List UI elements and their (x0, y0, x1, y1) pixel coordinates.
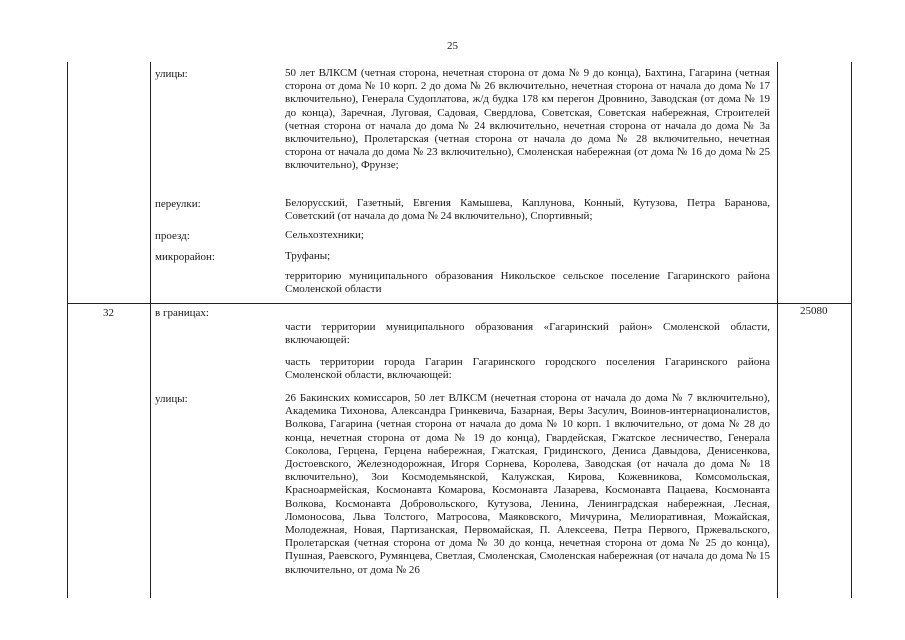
bounds-label: в границах: (155, 307, 209, 319)
part-district-text: части территории муниципального образования «Гагаринский район» Смоленской области, включающей: (285, 321, 770, 347)
row-count: 25080 (800, 305, 828, 317)
part-city-text: часть территории города Гагарин Гагаринского городского поселения Гагаринского района Смоленской области, включающей: (285, 356, 770, 382)
lanes-label: переулки: (155, 198, 201, 210)
table-divider-2 (777, 62, 778, 598)
table-divider-1 (150, 62, 151, 598)
territory-text: территорию муниципального образования Никольское сельское поселение Гагаринского района Смоленской области (285, 270, 770, 296)
district-label: микрорайон: (155, 251, 215, 263)
streets-32-label: улицы: (155, 393, 188, 405)
lanes-text: Белорусский, Газетный, Евгения Камышева, Каплунова, Конный, Кутузова, Петра Баранова, Советский (от начала до дома № 24 включительно), Спортивный; (285, 197, 770, 223)
district-text: Труфаны; (285, 250, 331, 262)
passage-text: Сельхозтехники; (285, 229, 364, 241)
passage-label: проезд: (155, 230, 190, 242)
streets-text: 50 лет ВЛКСМ (четная сторона, нечетная сторона от дома № 9 до конца), Бахтина, Гагарина (четная сторона от дома № 10 корп. 2 до дома № 26 включительно, нечетная сторона от начала до дома № 17 включительно), Генерала Судоплатова, ж/д будка 178 км перегон Дровнино, Заводская (от дома № 19 до конца), Заречная, Луговая, Садовая, Свердлова, Советская, Советская набережная, Строителей (четная сторона от начала до дома № 24 включительно, нечетная сторона от начала до дома № 3а включительно), Пролетарская (четная сторона от начала до дома № 28 включительно, нечетная сторона от начала до дома № 23 включительно), Смоленская набережная (от дома № 16 до дома № 25 включительно), Фрунзе; (285, 67, 770, 172)
row-separator (67, 303, 852, 304)
page-number: 25 (447, 40, 458, 52)
table-border-right (851, 62, 852, 598)
streets-label: улицы: (155, 68, 188, 80)
row-number: 32 (103, 307, 114, 319)
streets-32-text: 26 Бакинских комиссаров, 50 лет ВЛКСМ (нечетная сторона от начала до дома № 7 включительно), Академика Тихонова, Александра Гринкевича, Базарная, Веры Засулич, Воинов-интернационалистов, Волкова, Гагарина (четная сторона от начала до дома № 10 корп. 1 включительно, от дома № 28 до конца, нечетная сторона от дома № 19 до конца), Гвардейская, Гжатское лесничество, Генерала Соколова, Герцена, Герцена набережная, Гжатская, Гридинского, Дениса Давыдова, Денисенкова, Достоевского, Железнодорожная, Игоря Сорнева, Королева, Заводская (от начала до дома № 18 включительно), Зои Космодемьянской, Калужская, Кирова, Кожевникова, Комсомольская, Красноармейская, Космонавта Комарова, Космонавта Лазарева, Космонавта Пацаева, Космонавта Волкова, Космонавта Добровольского, Кутузова, Ленина, Ленинградская набережная, Лесная, Ломоносова, Льва Толстого, Матросова, Маяковского, Мичурина, Мелиоративная, Можайская, Молодежная, Новая, Партизанская, Первомайская, П. Алексеева, Петра Первого, Пржевальского, Пролетарская (четная сторона от дома № 30 до конца, нечетная сторона от дома № 25 до конца), Пушная, Раевского, Румянцева, Светлая, Смоленская, Смоленская набережная (от начала до дома № 15 включительно, от дома № 26 (285, 392, 770, 576)
table-border-left (67, 62, 68, 598)
